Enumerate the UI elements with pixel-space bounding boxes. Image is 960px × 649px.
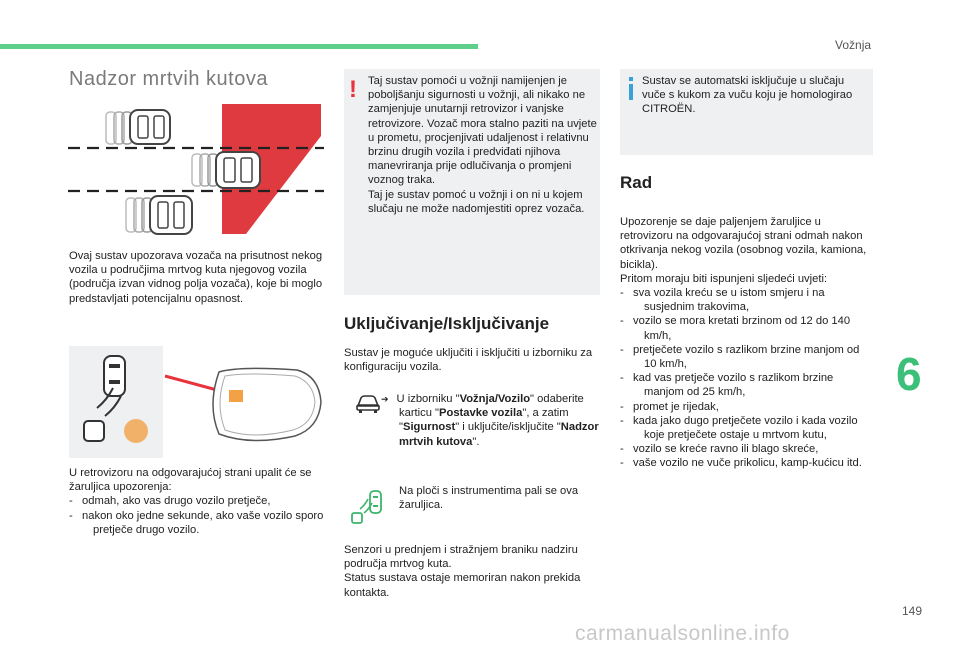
menu-bold-4: Nadzor mrtvih kutova: [399, 421, 599, 448]
menu-instruction: [381, 392, 599, 449]
condition-item: - vaše vozilo ne vuče prikolicu, kamp-kućicu itd.: [620, 457, 862, 470]
condition-item: - sva vozila kreću se u istom smjeru i na susjednim trakovima,: [620, 287, 825, 314]
condition-item: - pretječete vozilo s razlikom brzine manjom od 10 km/h,: [620, 343, 860, 371]
menu-text-3: ", a zatim ": [399, 407, 569, 434]
info-text: Sustav se automatski isključuje u slučaju vuče s kukom za vuču koju je homologirao CITROËN.: [642, 75, 853, 116]
warning-text-2: Taj je sustav pomoć u vožnji i on ni u kojem slučaju ne može nadomjestiti oprez vozača.: [368, 188, 585, 215]
menu-bold-1: Vožnja/Vozilo: [459, 393, 531, 405]
menu-bold-2: Postavke vozila: [439, 407, 523, 420]
condition-item: - vozilo se mora kretati brzinom od 12 do 140 km/h,: [620, 315, 851, 342]
top-progress-bar: [0, 44, 478, 49]
rad-heading: Rad: [620, 173, 653, 192]
menu-text-5: ".: [472, 435, 480, 448]
warning-icon: !: [349, 76, 357, 103]
status-text: Status sustava ostaje memoriran nakon prekida kontakta.: [344, 572, 581, 599]
rad-lead: Upozorenje se daje paljenjem žaruljice u retrovizoru na odgovarajućoj strani odmah nakon otkrivanja nekog vozila (osobnog vozila, kamiona, bicikla).: [620, 216, 867, 271]
blind-spot-illustration: [66, 104, 328, 242]
car-menu-icon: [355, 392, 381, 414]
menu-bold-3: Sigurnost: [402, 421, 456, 434]
mirror-text: [69, 466, 324, 537]
page-title: Nadzor mrtvih kutova: [69, 68, 268, 90]
intro-text: Ovaj sustav upozorava vozača na prisutnost nekog vozila u područjima mrtvog kuta njegovog vozila (područja izvan vidnog polja vozača), koje bi moglo predstavljati potencijalnu opasnost.: [69, 250, 323, 305]
info-icon: [626, 77, 636, 101]
watermark: carmanualsonline.info: [575, 622, 790, 645]
blind-spot-cluster-icon: [347, 489, 385, 527]
menu-text-1: U izborniku ": [396, 393, 460, 405]
menu-text-4: " i uključite/isključite ": [455, 421, 561, 434]
page-number: 149: [902, 604, 923, 618]
warning-text-block: [368, 74, 598, 216]
condition-item: - kad vas pretječe vozilo s razlikom brzine manjom od 25 km/h,: [620, 372, 834, 399]
car-bottom: [126, 196, 192, 234]
rad-text-block: [620, 215, 873, 471]
arrow-bullet-icon: ➔: [381, 394, 389, 404]
cluster-text: Na ploči s instrumentima pali se ova žaruljica.: [399, 485, 579, 512]
conditions-title: Pritom moraju biti ispunjeni sljedeći uvjeti:: [620, 272, 828, 285]
condition-item: - promet je rijedak,: [620, 400, 719, 413]
onoff-heading: Uključivanje/Isključivanje: [344, 314, 550, 333]
chapter-number: 6: [896, 348, 922, 400]
onoff-text: Sustav je moguće uključiti i isključiti u izborniku za konfiguraciju vozila.: [344, 347, 593, 374]
sensor-text-block: [344, 543, 600, 600]
mirror-illustration: [69, 346, 325, 458]
mirror-item-2: - nakon oko jedne sekunde, ako vaše vozilo sporo pretječe drugo vozilo.: [69, 509, 324, 536]
car-top: [106, 110, 170, 144]
menu-text-2: " odaberite karticu ": [399, 393, 584, 420]
car-middle: [192, 152, 260, 188]
mirror-item-1: - odmah, ako vas drugo vozilo pretječe,: [69, 495, 271, 508]
section-label: Vožnja: [835, 38, 872, 52]
condition-item: - vozilo se kreće ravno ili blago skreće,: [620, 443, 819, 456]
sensor-text: Senzori u prednjem i stražnjem braniku nadziru područja mrtvog kuta.: [344, 544, 578, 571]
mirror-lead: U retrovizoru na odgovarajućoj strani upalit će se žaruljica upozorenja:: [69, 467, 312, 494]
warning-text: Taj sustav pomoći u vožnji namijenjen je poboljšanju sigurnosti u vožnji, ali nikako ne zamjenjuje unutarnji retrovizor i vanjske retrovizore. Vozač mora stalno paziti na uvjete u prometu, procjenjivati udaljenost i relativnu brzinu drugih vozila i predviđati njihova manevriranja prije odlučivanja o promjeni voznog traka.: [368, 75, 597, 187]
condition-item: - kada jako dugo pretječete vozilo i kada vozilo koje pretječete ostaje u mrtvom kutu,: [620, 414, 858, 442]
